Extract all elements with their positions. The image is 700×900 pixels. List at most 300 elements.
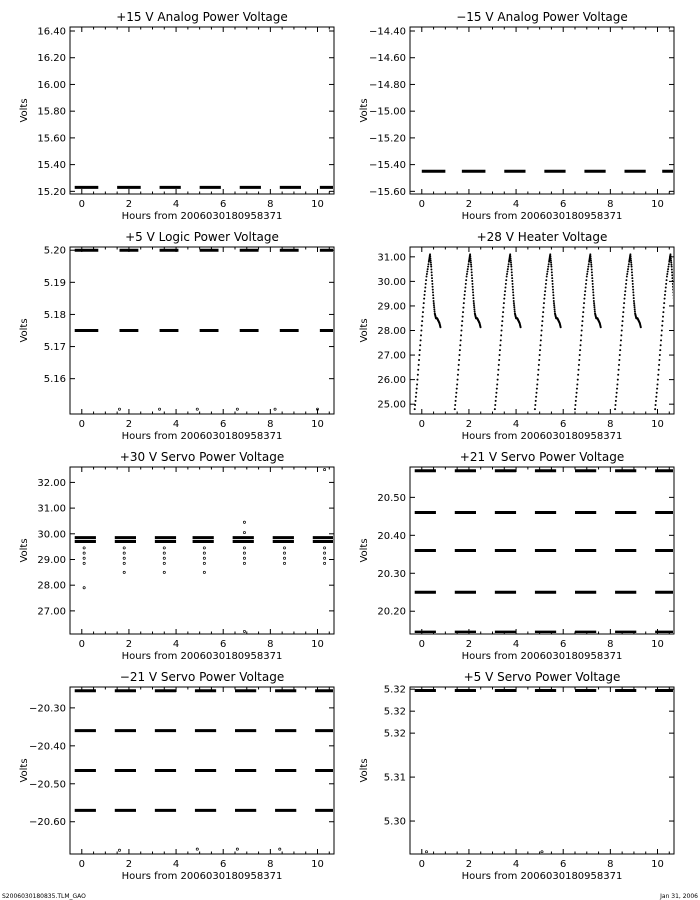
data-point xyxy=(615,400,617,402)
data-point xyxy=(625,287,627,289)
data-point xyxy=(512,294,514,296)
data-point xyxy=(513,297,515,299)
y-tick-label: 28.00 xyxy=(377,326,406,337)
data-marks xyxy=(75,691,337,852)
y-tick-label: 16.20 xyxy=(37,53,66,65)
data-point xyxy=(415,400,417,402)
data-point xyxy=(616,392,618,394)
data-point xyxy=(664,290,666,292)
data-point xyxy=(323,547,325,549)
data-point xyxy=(472,286,474,288)
data-point xyxy=(459,344,461,346)
y-tick-label: 28.00 xyxy=(37,580,66,592)
data-point xyxy=(633,300,635,302)
data-point xyxy=(619,349,621,351)
data-point xyxy=(633,304,635,306)
data-point xyxy=(662,320,664,322)
data-point xyxy=(462,311,464,313)
y-tick-label: 5.31 xyxy=(383,772,406,784)
data-point xyxy=(274,408,276,410)
data-point xyxy=(433,308,435,310)
data-point xyxy=(512,283,514,285)
data-point xyxy=(675,314,677,316)
data-point xyxy=(660,344,662,346)
footer-filename: S2006030180835.TLM_GAO xyxy=(2,893,86,900)
x-tick-label: 4 xyxy=(172,419,180,430)
data-point xyxy=(426,273,428,275)
x-tick-label: 10 xyxy=(651,859,664,870)
data-point xyxy=(657,374,659,376)
data-point xyxy=(632,283,634,285)
data-point xyxy=(574,404,576,406)
data-point xyxy=(633,294,635,296)
y-tick-label: 20.40 xyxy=(377,530,406,542)
data-point xyxy=(554,308,556,310)
data-point xyxy=(617,379,619,381)
data-point xyxy=(574,408,576,410)
data-point xyxy=(470,266,472,268)
data-point xyxy=(163,557,165,559)
data-point xyxy=(323,552,325,554)
x-tick-label: 2 xyxy=(465,199,473,210)
data-point xyxy=(632,280,634,282)
data-point xyxy=(536,392,538,394)
data-point xyxy=(590,262,592,264)
data-point xyxy=(506,275,508,277)
data-point xyxy=(503,302,505,304)
y-tick-label: 31.00 xyxy=(377,252,406,264)
chart-panel-4 xyxy=(359,230,682,442)
data-point xyxy=(417,374,419,376)
data-point xyxy=(631,277,633,279)
data-point xyxy=(590,257,592,259)
data-point xyxy=(665,283,667,285)
data-point xyxy=(615,396,617,398)
x-tick-label: 6 xyxy=(560,859,567,870)
data-point xyxy=(671,271,673,273)
data-point xyxy=(578,364,580,366)
x-tick-label: 8 xyxy=(607,859,614,870)
x-tick-label: 6 xyxy=(220,859,227,870)
x-tick-label: 4 xyxy=(512,639,520,650)
data-point xyxy=(666,275,668,277)
data-point xyxy=(630,264,632,266)
data-point xyxy=(631,266,633,268)
data-point xyxy=(513,302,515,304)
y-tick-label: 5.32 xyxy=(383,706,406,718)
data-point xyxy=(513,304,515,306)
x-tick-label: 6 xyxy=(560,199,567,210)
data-point xyxy=(422,311,424,313)
data-point xyxy=(551,274,553,276)
data-point xyxy=(506,271,508,273)
data-point xyxy=(471,280,473,282)
data-point xyxy=(588,263,590,265)
data-point xyxy=(593,304,595,306)
data-point xyxy=(471,274,473,276)
data-point xyxy=(511,271,513,273)
data-point xyxy=(623,307,625,309)
y-tick-label: −14.80 xyxy=(368,79,406,91)
x-tick-label: 4 xyxy=(512,199,520,210)
data-point xyxy=(203,571,205,573)
data-point xyxy=(584,290,586,292)
data-point xyxy=(541,325,543,327)
chart-title: +5 V Servo Power Voltage xyxy=(463,670,621,684)
data-point xyxy=(538,364,540,366)
data-point xyxy=(662,311,664,313)
chart-panel-1 xyxy=(19,10,339,222)
chart-title: +30 V Servo Power Voltage xyxy=(119,450,285,464)
data-point xyxy=(550,264,552,266)
data-point xyxy=(283,562,285,564)
data-point xyxy=(657,379,659,381)
data-point xyxy=(666,279,668,281)
y-axis-label: Volts xyxy=(19,538,30,563)
data-point xyxy=(550,262,552,264)
data-point xyxy=(509,253,511,255)
data-point xyxy=(458,364,460,366)
data-point xyxy=(466,273,468,275)
data-point xyxy=(454,408,456,410)
data-point xyxy=(503,298,505,300)
data-point xyxy=(586,273,588,275)
data-point xyxy=(465,283,467,285)
data-point xyxy=(536,388,538,390)
data-point xyxy=(579,349,581,351)
data-point xyxy=(667,268,669,270)
data-point xyxy=(425,279,427,281)
data-point xyxy=(421,320,423,322)
data-point xyxy=(587,266,589,268)
data-point xyxy=(429,253,431,255)
data-point xyxy=(560,326,562,328)
data-point xyxy=(283,552,285,554)
data-point xyxy=(677,317,679,319)
chart-title: +28 V Heater Voltage xyxy=(476,230,608,244)
data-point xyxy=(585,287,587,289)
x-tick-label: 10 xyxy=(311,639,324,650)
data-point xyxy=(541,851,543,853)
data-point xyxy=(433,302,435,304)
data-point xyxy=(661,330,663,332)
data-point xyxy=(551,277,553,279)
data-point xyxy=(625,279,627,281)
y-tick-label: −20.60 xyxy=(28,817,66,829)
data-point xyxy=(664,294,666,296)
data-point xyxy=(627,268,629,270)
data-point xyxy=(464,287,466,289)
data-point xyxy=(624,290,626,292)
data-point xyxy=(656,392,658,394)
data-marks xyxy=(75,468,334,632)
data-point xyxy=(430,266,432,268)
data-point xyxy=(553,306,555,308)
data-point xyxy=(462,316,464,318)
data-point xyxy=(471,283,473,285)
data-point xyxy=(83,587,85,589)
data-point xyxy=(591,274,593,276)
x-tick-label: 0 xyxy=(418,859,425,870)
data-point xyxy=(123,547,125,549)
y-tick-label: 27.00 xyxy=(37,606,66,618)
data-point xyxy=(663,302,665,304)
data-point xyxy=(659,349,661,351)
data-point xyxy=(496,388,498,390)
data-point xyxy=(549,255,551,257)
data-point xyxy=(427,268,429,270)
data-point xyxy=(542,311,544,313)
data-point xyxy=(471,271,473,273)
x-tick-label: 4 xyxy=(172,859,180,870)
data-point xyxy=(665,287,667,289)
data-point xyxy=(501,320,503,322)
data-point xyxy=(468,263,470,265)
data-point xyxy=(580,339,582,341)
data-point xyxy=(460,330,462,332)
data-point xyxy=(577,379,579,381)
y-tick-label: −20.30 xyxy=(28,703,66,715)
data-point xyxy=(600,326,602,328)
data-point xyxy=(670,262,672,264)
data-point xyxy=(511,269,513,271)
data-point xyxy=(671,266,673,268)
data-point xyxy=(593,306,595,308)
y-axis-label: Volts xyxy=(359,318,370,343)
data-point xyxy=(539,349,541,351)
data-point xyxy=(675,317,677,319)
data-point xyxy=(454,404,456,406)
data-point xyxy=(629,253,631,255)
data-point xyxy=(587,271,589,273)
data-point xyxy=(503,307,505,309)
y-tick-label: 15.60 xyxy=(37,133,66,145)
data-point xyxy=(500,334,502,336)
data-point xyxy=(467,268,469,270)
data-point xyxy=(580,334,582,336)
y-axis-label: Volts xyxy=(359,98,370,123)
y-axis-label: Volts xyxy=(359,538,370,563)
data-point xyxy=(473,300,475,302)
data-point xyxy=(433,304,435,306)
data-point xyxy=(534,404,536,406)
data-point xyxy=(455,392,457,394)
data-point xyxy=(678,320,680,322)
y-tick-label: 5.32 xyxy=(383,728,406,740)
data-point xyxy=(422,316,424,318)
data-point xyxy=(619,354,621,356)
data-point xyxy=(620,344,622,346)
data-point xyxy=(415,396,417,398)
x-tick-label: 4 xyxy=(512,859,520,870)
data-point xyxy=(675,316,677,318)
data-point xyxy=(470,257,472,259)
data-point xyxy=(416,379,418,381)
x-tick-label: 2 xyxy=(465,859,473,870)
data-point xyxy=(614,408,616,410)
x-tick-label: 4 xyxy=(512,419,520,430)
data-point xyxy=(83,562,85,564)
data-point xyxy=(417,369,419,371)
data-point xyxy=(461,325,463,327)
data-point xyxy=(591,271,593,273)
data-point xyxy=(507,266,509,268)
data-point xyxy=(592,283,594,285)
data-point xyxy=(508,263,510,265)
chart-panel-3 xyxy=(19,230,339,442)
data-point xyxy=(551,280,553,282)
data-point xyxy=(548,263,550,265)
data-point xyxy=(243,552,245,554)
data-point xyxy=(622,316,624,318)
data-point xyxy=(420,330,422,332)
data-point xyxy=(431,283,433,285)
data-point xyxy=(498,359,500,361)
x-axis-label: Hours from 2006030180958371 xyxy=(121,651,283,662)
data-point xyxy=(457,374,459,376)
y-tick-label: −20.50 xyxy=(28,779,66,791)
data-point xyxy=(505,283,507,285)
data-point xyxy=(460,334,462,336)
x-tick-label: 8 xyxy=(267,639,274,650)
data-point xyxy=(661,325,663,327)
data-point xyxy=(418,364,420,366)
data-point xyxy=(577,374,579,376)
data-point xyxy=(497,374,499,376)
data-point xyxy=(470,260,472,262)
data-point xyxy=(430,269,432,271)
data-point xyxy=(591,277,593,279)
data-point xyxy=(553,302,555,304)
data-point xyxy=(535,400,537,402)
data-point xyxy=(203,552,205,554)
data-point xyxy=(496,384,498,386)
data-point xyxy=(634,310,636,312)
data-point xyxy=(499,349,501,351)
x-tick-label: 8 xyxy=(607,639,614,650)
data-point xyxy=(579,354,581,356)
data-point xyxy=(553,300,555,302)
x-tick-label: 4 xyxy=(172,199,180,210)
data-point xyxy=(540,334,542,336)
data-point xyxy=(583,302,585,304)
data-point xyxy=(459,349,461,351)
data-point xyxy=(504,290,506,292)
y-tick-label: −15.40 xyxy=(368,160,406,172)
plot-frame xyxy=(70,27,334,194)
data-point xyxy=(614,404,616,406)
plot-frame xyxy=(70,467,334,634)
data-point xyxy=(512,286,514,288)
y-tick-label: 31.00 xyxy=(37,503,66,515)
data-point xyxy=(628,263,630,265)
data-point xyxy=(545,279,547,281)
data-point xyxy=(656,388,658,390)
y-tick-label: −15.20 xyxy=(368,133,406,145)
x-axis-label: Hours from 2006030180958371 xyxy=(121,871,283,882)
data-point xyxy=(243,562,245,564)
data-point xyxy=(671,277,673,279)
data-point xyxy=(243,557,245,559)
y-tick-label: 20.30 xyxy=(377,568,406,580)
data-point xyxy=(590,255,592,257)
data-point xyxy=(83,547,85,549)
data-point xyxy=(473,304,475,306)
data-point xyxy=(582,311,584,313)
data-point xyxy=(511,277,513,279)
data-point xyxy=(421,325,423,327)
data-point xyxy=(539,344,541,346)
data-point xyxy=(621,330,623,332)
data-point xyxy=(541,320,543,322)
data-point xyxy=(541,330,543,332)
data-point xyxy=(620,339,622,341)
data-point xyxy=(470,269,472,271)
x-tick-label: 8 xyxy=(607,419,614,430)
data-point xyxy=(502,316,504,318)
data-point xyxy=(473,302,475,304)
data-point xyxy=(546,275,548,277)
data-marks xyxy=(75,250,339,410)
x-tick-label: 6 xyxy=(220,419,227,430)
data-point xyxy=(627,271,629,273)
chart-title: +5 V Logic Power Voltage xyxy=(125,230,279,244)
data-point xyxy=(457,369,459,371)
data-point xyxy=(430,262,432,264)
data-point xyxy=(670,264,672,266)
data-point xyxy=(576,384,578,386)
data-point xyxy=(634,306,636,308)
x-tick-label: 0 xyxy=(78,639,85,650)
data-point xyxy=(123,571,125,573)
data-point xyxy=(456,384,458,386)
data-point xyxy=(671,274,673,276)
data-point xyxy=(427,266,429,268)
data-point xyxy=(544,294,546,296)
data-point xyxy=(632,286,634,288)
y-tick-label: 32.00 xyxy=(37,477,66,489)
data-point xyxy=(414,404,416,406)
data-point xyxy=(431,274,433,276)
x-tick-label: 0 xyxy=(418,639,425,650)
data-point xyxy=(495,396,497,398)
x-tick-label: 10 xyxy=(311,199,324,210)
data-point xyxy=(427,263,429,265)
data-point xyxy=(455,396,457,398)
data-point xyxy=(624,298,626,300)
data-point xyxy=(514,310,516,312)
data-point xyxy=(583,298,585,300)
data-point xyxy=(512,291,514,293)
data-point xyxy=(505,279,507,281)
data-point xyxy=(552,294,554,296)
x-tick-label: 2 xyxy=(125,639,133,650)
data-point xyxy=(429,257,431,259)
data-point xyxy=(631,271,633,273)
data-point xyxy=(510,266,512,268)
data-point xyxy=(590,264,592,266)
x-tick-label: 8 xyxy=(267,859,274,870)
data-point xyxy=(662,316,664,318)
data-point xyxy=(655,400,657,402)
data-point xyxy=(203,562,205,564)
data-point xyxy=(499,354,501,356)
data-point xyxy=(434,310,436,312)
data-point xyxy=(618,359,620,361)
data-point xyxy=(630,255,632,257)
data-point xyxy=(510,262,512,264)
data-point xyxy=(678,320,680,322)
